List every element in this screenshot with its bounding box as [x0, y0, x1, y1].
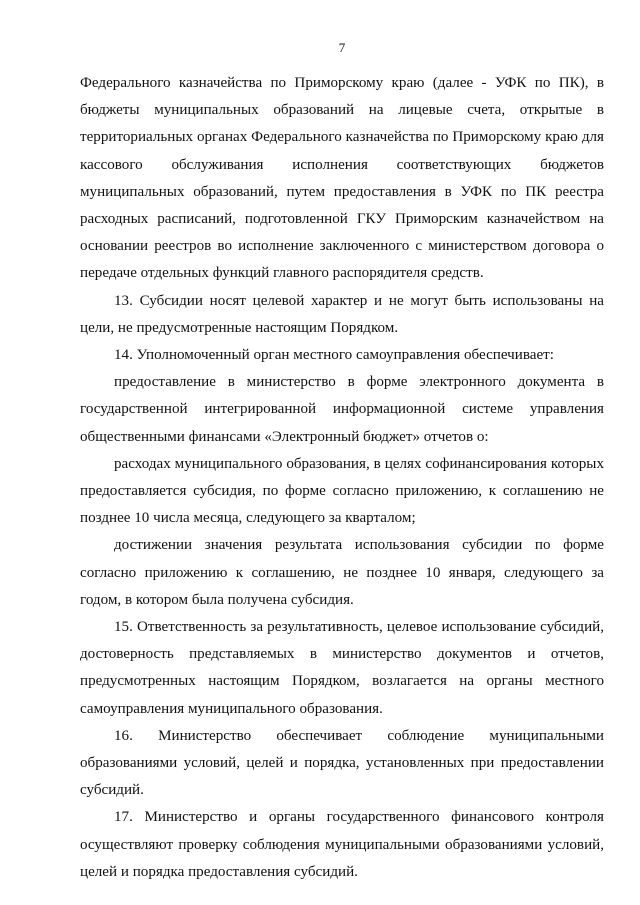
paragraph-14-reporting: предоставление в министерство в форме электронного документа в государственной интегрированной информационной системе управления общественными финансами «Электронный бюджет» отчетов о: [80, 374, 604, 445]
paragraph-14: 14. Уполномоченный орган местного самоуправления обеспечивает: [114, 347, 554, 364]
paragraph-continuation: Федерального казначейства по Приморскому краю (далее - УФК по ПК), в бюджеты муниципальных образований на лицевые счета, открытые в территориальных органах Федерального казначейства по Приморскому краю для кассового обслуживания исполнения соответствующих бюджетов муниципальных образований, путем предоставления в УФК по ПК реестра расходных расписаний, подготовленной ГКУ Приморским казначейством на основании реестров во исполнение заключенного с министерством договора о передаче отдельных функций главного распорядителя средств. [80, 75, 604, 282]
paragraph-16: 16. Министерство обеспечивает соблюдение муниципальными образованиями условий, целей и порядка, установленных при предоставлении субсидий. [80, 727, 604, 799]
paragraph-17: 17. Министерство и органы государственного финансового контроля осуществляют проверку соблюдения муниципальными образованиями условий, целей и порядка предоставления субсидий. [80, 809, 604, 880]
paragraph-13: 13. Субсидии носят целевой характер и не могут быть использованы на цели, не предусмотренные настоящим Порядком. [80, 292, 604, 336]
paragraph-15: 15. Ответственность за результативность, целевое использование субсидий, достоверность представляемых в министерство документов и отчетов, предусмотренных настоящим Порядком, возлагается на органы местного самоуправления муниципального образования. [80, 619, 604, 717]
paragraph-14-expenses: расходах муниципального образования, в целях софинансирования которых предоставляется субсидия, по форме согласно приложению, к соглашению не позднее 10 числа месяца, следующего за кварталом; [80, 455, 604, 527]
paragraph-14-results: достижении значения результата использования субсидии по форме согласно приложению к соглашению, не позднее 10 января, следующего за годом, в котором была получена субсидия. [80, 537, 604, 608]
page-number: 7 [338, 40, 346, 55]
document-body [80, 70, 604, 886]
